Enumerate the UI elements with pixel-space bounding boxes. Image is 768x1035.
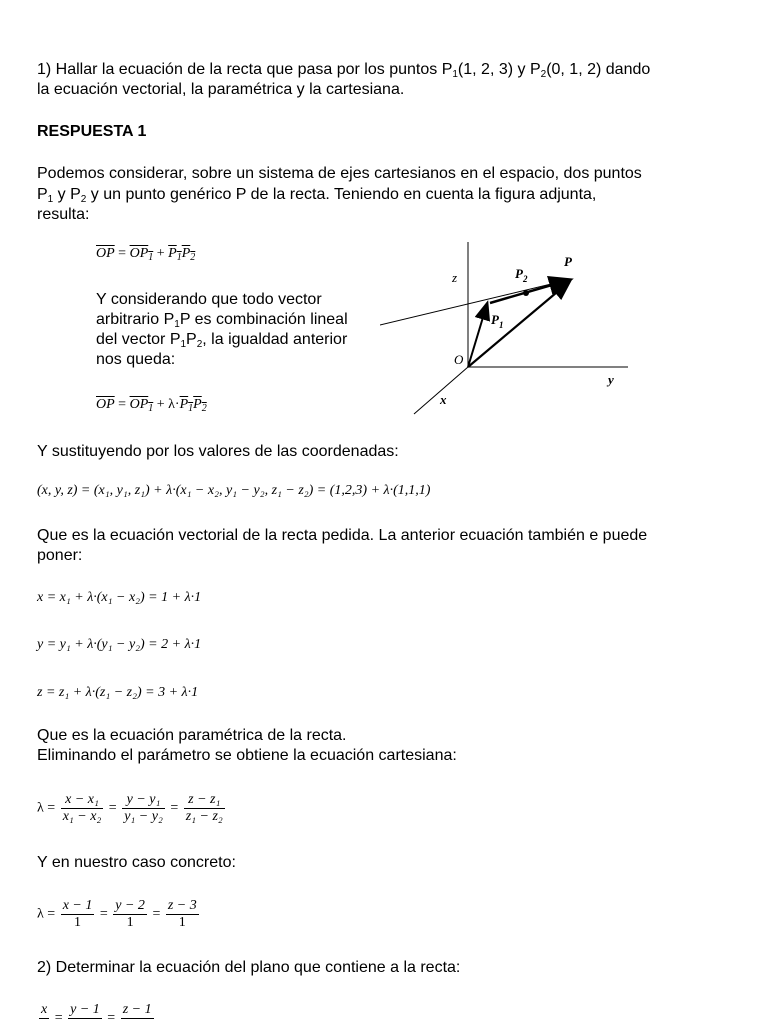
label-p2: $P_2$ — [515, 266, 528, 284]
parametric-equation-x: x = x₁ + λ·(x₁ − x₂) = 1 + λ·1 — [37, 590, 202, 605]
concrete-text: Y en nuestro caso concreto: — [37, 854, 236, 871]
vector-equation-full: (x, y, z) = (x₁, y₁, z₁) + λ·(x₁ − x₂, y₁ − y₂, z₁ − z₂) = (1,2,3) + λ·(1,1,1) — [37, 483, 431, 498]
parametric-text-line-1: Que es la ecuación paramétrica de la recta. — [37, 727, 347, 744]
question-2-equation: x = y − 1 = z − 1 — [41, 1002, 152, 1026]
vector-equation-2: $\overline{OP} = OP_1 + \lambda\cdot P_1P_2$ — [96, 397, 207, 414]
vectorial-text-line-2: poner: — [37, 547, 83, 564]
side-text-line-2: arbitrario $P_1P$ es combinación lineal — [96, 311, 348, 330]
line-through-points — [380, 279, 572, 325]
parametric-text-line-2: Eliminando el parámetro se obtiene la ecuación cartesiana: — [37, 747, 457, 764]
cartesian-equation-concrete: λ = $\frac{x - 1}{1}$ = $\frac{y - 2}{1}$ = $\frac{z - 3}{1}$ — [37, 898, 197, 930]
vectorial-text-line-1: Que es la ecuación vectorial de la recta pedida. La anterior ecuación también e puede — [37, 527, 648, 544]
intro-line-3: resulta: — [37, 206, 90, 223]
parametric-equation-y: y = y₁ + λ·(y₁ − y₂) = 2 + λ·1 — [37, 637, 202, 652]
label-p1: $P_1$ — [491, 312, 504, 330]
answer-heading: RESPUESTA 1 — [37, 123, 147, 140]
side-text-line-3: del vector $P_1P_2$, la igualdad anterior — [96, 331, 348, 350]
label-z: z — [452, 270, 458, 285]
label-y: y — [608, 372, 614, 387]
vector-equation-1: $\overline{OP} = OP_1 + P_1P_2$ — [96, 246, 196, 263]
label-p: P — [564, 254, 572, 269]
substitute-text: Y sustituyendo por los valores de las coordenadas: — [37, 443, 399, 460]
question-1-line-1: 1) Hallar la ecuación de la recta que pasa por los puntos $P_1(1$, 2, 3) y $P_2(0$, 1, 2) dando — [37, 61, 651, 80]
cartesian-equation-general: λ = $\frac{\text{x − x₁}}{\text{x₁ − x₂}}$ = $\frac{\text{y − y₁}}{\text{y₁ − y₂}}$ = $\frac{\text{z − z₁}}{\text{z₁ − z₂}}$ — [37, 792, 223, 824]
point-p2 — [523, 290, 529, 296]
question-2: 2) Determinar la ecuación del plano que contiene a la recta: — [37, 959, 461, 976]
intro-line-1: Podemos considerar, sobre un sistema de ejes cartesianos en el espacio, dos puntos — [37, 165, 642, 182]
axes-figure — [380, 236, 640, 418]
side-text-line-4: nos queda: — [96, 351, 176, 368]
question-1-line-2: la ecuación vectorial, la paramétrica y la cartesiana. — [37, 81, 405, 98]
parametric-equation-z: z = z₁ + λ·(z₁ − z₂) = 3 + λ·1 — [37, 685, 199, 700]
label-x: x — [440, 392, 447, 407]
intro-line-2: $P_1$ y $P_2$ y un punto genérico P de la recta. Teniendo en cuenta la figura adjunta, — [37, 186, 597, 205]
side-text-line-1: Y considerando que todo vector — [96, 291, 322, 308]
label-o: O — [454, 352, 464, 367]
vector-p1 — [468, 304, 487, 367]
